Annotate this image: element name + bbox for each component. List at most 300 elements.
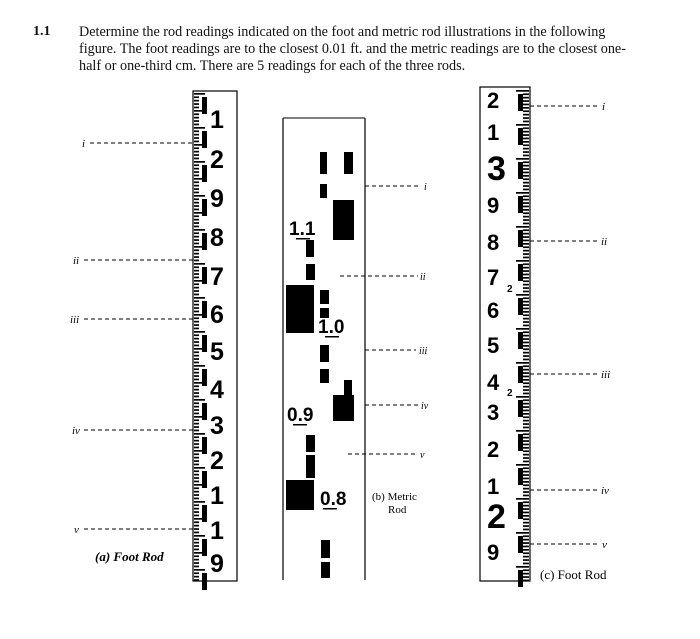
rod-b-reading-ii	[340, 272, 426, 283]
rod-c-tick	[516, 464, 529, 466]
rod-c-tick	[523, 406, 529, 408]
rod-a-number: 1	[210, 482, 224, 510]
rod-a-tick	[194, 120, 199, 122]
rod-c-tick	[516, 328, 529, 330]
rod-a-tick	[194, 178, 202, 180]
rod-a-tick	[194, 209, 199, 211]
rod-a-reading-iii-label: iii	[70, 314, 80, 326]
rod-c-tick	[523, 335, 529, 337]
rod-c-e-block	[518, 94, 523, 111]
rod-c-tick	[523, 420, 529, 422]
rod-a-e-block	[202, 505, 207, 522]
rod-c-tick	[523, 117, 529, 119]
rod-a-tick	[194, 266, 199, 268]
rod-b-block	[306, 264, 315, 280]
rod-c-tick	[523, 267, 529, 269]
rod-c-tick	[523, 580, 529, 582]
rod-c-tick	[523, 539, 529, 541]
rod-a-number: 9	[210, 550, 224, 578]
rod-a-tick	[194, 423, 199, 425]
rod-a-tick	[194, 521, 199, 523]
rod-b	[283, 118, 429, 580]
rod-a-tick	[194, 572, 199, 574]
rod-c-tick	[523, 423, 529, 425]
rod-a-tick	[194, 277, 199, 279]
rod-a-e-block	[202, 335, 207, 352]
rod-a-reading-iii	[70, 314, 194, 326]
rod-a-tick	[194, 555, 199, 557]
rod-a-tick	[194, 464, 199, 466]
rod-a-tick	[194, 440, 199, 442]
rod-a-tick	[194, 219, 199, 221]
rod-a-tick	[194, 433, 205, 435]
rod-c	[480, 87, 610, 587]
rod-a-tick	[194, 300, 199, 302]
rod-b-graduations	[286, 152, 354, 578]
rod-a-tick	[194, 447, 199, 449]
rod-a-tick	[194, 396, 199, 398]
rod-a-tick	[194, 406, 199, 408]
rod-c-number: 7	[487, 265, 500, 290]
rod-a-tick	[194, 362, 199, 364]
rod-a-tick	[194, 504, 199, 506]
rod-a-tick	[194, 229, 205, 231]
rod-c-tick	[523, 359, 529, 361]
rod-c-tick	[516, 396, 529, 398]
rod-a-tick	[194, 508, 199, 510]
rod-a-tick	[194, 430, 199, 432]
rod-a-tick	[194, 484, 202, 486]
rod-c-e-block	[518, 332, 523, 349]
rod-b-reading-iv	[365, 401, 429, 412]
rod-c-tick	[523, 318, 529, 320]
rod-a-tick	[194, 144, 202, 146]
rod-b-block	[321, 540, 330, 558]
rod-c-tick	[523, 274, 529, 276]
rod-a-reading-i-label: i	[82, 138, 86, 150]
rod-a-tick	[194, 270, 199, 272]
rod-a-tick	[194, 365, 205, 367]
rod-a-tick	[194, 283, 199, 285]
rod-b-block	[321, 562, 330, 578]
rod-a-tick	[194, 161, 205, 163]
rod-a-tick	[194, 538, 199, 540]
rod-c-number: 8	[487, 230, 500, 255]
rod-c-tick	[523, 355, 529, 357]
rod-b-reading-i	[365, 182, 427, 193]
rod-a-tick	[194, 542, 199, 544]
rod-a-tick	[194, 287, 199, 289]
rod-c-reading-ii-label: ii	[601, 236, 608, 248]
rod-a-e-block	[202, 165, 207, 182]
rod-b-caption-line1: (b) Metric	[372, 491, 417, 503]
rod-c-tick	[523, 478, 529, 480]
rod-c-tick	[523, 270, 529, 272]
rod-c-reading-ii	[530, 236, 607, 248]
rod-a-tick	[194, 321, 199, 323]
rod-c-tick	[523, 263, 529, 265]
rod-c-tick	[523, 529, 529, 531]
rod-c-tick	[523, 444, 529, 446]
rod-a-tick	[194, 477, 199, 479]
rod-a-tick	[194, 328, 199, 330]
rod-b-block	[333, 395, 354, 421]
rod-a-reading-i	[82, 138, 194, 150]
rod-c-tick	[523, 182, 529, 184]
rod-a-tick	[194, 185, 199, 187]
rod-b-block	[320, 345, 329, 362]
rod-a-tick	[194, 256, 199, 258]
rod-c-number: 9	[487, 540, 500, 565]
rod-c-reading-iii-label: iii	[601, 369, 611, 381]
rod-c-tick	[523, 433, 529, 435]
rod-c-tick	[523, 403, 529, 405]
rod-c-tick	[523, 372, 529, 374]
rod-a-tick	[194, 188, 199, 190]
rod-a-tick	[194, 348, 202, 350]
rod-a-e-block	[202, 301, 207, 318]
rod-b-reading-v	[348, 450, 425, 461]
rod-a-tick	[194, 107, 199, 109]
rod-c-tick	[523, 365, 529, 367]
rod-c-tick	[523, 155, 529, 157]
rod-c-tick	[523, 382, 529, 384]
rod-c-tick	[523, 369, 529, 371]
rod-c-tick	[523, 253, 529, 255]
rod-a-tick	[194, 532, 199, 534]
rod-a-tick	[194, 168, 199, 170]
rod-c-number: 4	[487, 370, 500, 395]
rod-c-tick	[523, 257, 529, 259]
rod-a-number: 1	[210, 106, 224, 134]
rod-c-tick	[523, 219, 529, 221]
rod-a-e-block	[202, 437, 207, 454]
rod-c-tick	[523, 216, 529, 218]
rod-c-tick	[523, 250, 529, 252]
rod-a-tick	[194, 545, 199, 547]
rod-a-tick	[194, 307, 199, 309]
rod-a-tick	[194, 246, 202, 248]
rod-b-block	[320, 369, 329, 383]
rod-a-e-block	[202, 267, 207, 284]
rod-c-tick	[523, 556, 529, 558]
rod-c-tick	[523, 189, 529, 191]
rod-c-tick	[523, 376, 529, 378]
rod-a-tick	[194, 127, 205, 129]
rod-a-number: 3	[210, 412, 224, 440]
rod-a-caption: (a) Foot Rod	[95, 549, 164, 564]
rod-a-tick	[194, 470, 199, 472]
rod-a-tick	[194, 549, 199, 551]
rod-b-number-0-8: 0.8	[320, 489, 347, 510]
rod-c-tick	[523, 304, 529, 306]
rod-c-tick	[523, 399, 529, 401]
rod-c-tick	[523, 454, 529, 456]
rod-a-tick	[194, 110, 202, 112]
rod-c-tick	[516, 226, 529, 228]
rod-c-tick	[516, 158, 529, 160]
rod-a-tick	[194, 426, 199, 428]
rod-c-number: 5	[487, 333, 500, 358]
rod-a-tick	[194, 294, 199, 296]
rod-a-tick	[194, 137, 199, 139]
rod-a-tick	[194, 528, 199, 530]
rod-a-tick	[194, 416, 202, 418]
rod-c-tick	[523, 569, 529, 571]
rod-c-sub-number: 2	[507, 388, 513, 399]
rod-a-tick	[194, 358, 199, 360]
rod-c-tick	[523, 240, 529, 242]
rod-c-tick	[523, 301, 529, 303]
rod-c-tick	[516, 498, 529, 500]
rod-a-tick	[194, 263, 205, 265]
rod-c-e-block	[518, 230, 523, 247]
rod-c-tick	[523, 546, 529, 548]
rod-c-tick	[523, 297, 529, 299]
rod-c-tick	[523, 168, 529, 170]
rod-a-tick	[194, 402, 199, 404]
rod-c-tick	[523, 280, 529, 282]
rod-b-block	[320, 290, 329, 304]
rod-a-tick	[194, 379, 199, 381]
rod-a-reading-ii	[73, 255, 194, 267]
rod-c-tick	[523, 450, 529, 452]
rod-a-tick	[194, 100, 199, 102]
question-number: 1.1	[33, 24, 51, 39]
rod-c-tick	[523, 342, 529, 344]
rod-c-tick	[523, 172, 529, 174]
rod-a-tick	[194, 399, 205, 401]
rod-c-tick	[523, 321, 529, 323]
rod-c-e-block	[518, 196, 523, 213]
rod-b-block	[344, 152, 353, 174]
rod-c-tick	[523, 495, 529, 497]
rod-a-tick	[194, 260, 199, 262]
rod-c-number: 2	[487, 498, 506, 536]
rod-c-tick	[523, 393, 529, 395]
rod-a-tick	[194, 487, 199, 489]
rod-c-tick	[523, 246, 529, 248]
rod-a-tick	[194, 345, 199, 347]
rod-a-tick	[194, 355, 199, 357]
rod-a-tick	[194, 436, 199, 438]
rod-a-tick	[194, 317, 199, 319]
rod-c-tick	[523, 488, 529, 490]
rod-c-tick	[516, 532, 529, 534]
rod-a-tick	[194, 372, 199, 374]
rod-c-tick	[523, 331, 529, 333]
rod-a-tick	[194, 385, 199, 387]
rod-c-tick	[523, 121, 529, 123]
rod-a-tick	[194, 579, 199, 581]
rod-a-reading-iv	[72, 425, 194, 437]
rod-a-tick	[194, 154, 199, 156]
rod-a-number: 6	[210, 301, 224, 329]
rod-c-e-block	[518, 162, 523, 179]
rod-c-e-block	[518, 536, 523, 553]
rod-b-block	[286, 480, 314, 510]
rod-c-tick	[523, 202, 529, 204]
rod-b-reading-v-label: v	[420, 450, 425, 461]
rod-c-reading-v-label: v	[602, 539, 607, 551]
rod-a-tick	[194, 392, 199, 394]
rod-c-tick	[516, 294, 529, 296]
rod-a-tick	[194, 273, 199, 275]
rod-c-tick	[523, 138, 529, 140]
rod-a-number: 8	[210, 224, 224, 252]
rod-c-tick	[523, 199, 529, 201]
rod-c-tick	[523, 352, 529, 354]
rod-c-reading-iv	[530, 485, 609, 497]
rod-a-tick	[194, 494, 199, 496]
question-text: Determine the rod readings indicated on the foot and metric rod illustrations in the following figure. The foot readings are to the closest 0.01 ft. and the metric readings are to the closest one-half or one-third cm. There are 5 readings for each of the three rods.	[79, 24, 626, 74]
rod-c-tick	[523, 474, 529, 476]
rod-b-reading-ii-label: ii	[420, 272, 426, 283]
rod-c-tick	[523, 348, 529, 350]
rod-c-tick	[523, 563, 529, 565]
rod-a-tick	[194, 525, 199, 527]
rod-a-tick	[194, 195, 205, 197]
rod-b-number-0-9: 0.9	[287, 405, 314, 426]
rod-c-tick	[523, 508, 529, 510]
rod-c-e-block	[518, 570, 523, 587]
rod-c-number: 1	[487, 120, 500, 145]
rod-a-tick	[194, 96, 199, 98]
rod-a-tick	[194, 192, 199, 194]
rod-c-tick	[523, 505, 529, 507]
rod-a-tick	[194, 375, 199, 377]
rod-a-tick	[194, 382, 202, 384]
rod-c-sub-number: 2	[507, 284, 513, 295]
rod-c-tick	[523, 467, 529, 469]
rod-a-tick	[194, 351, 199, 353]
rod-c-tick	[523, 165, 529, 167]
rod-c-tick	[523, 223, 529, 225]
rod-a-tick	[194, 249, 199, 251]
rod-a-tick	[194, 222, 199, 224]
rod-a-tick	[194, 202, 199, 204]
rod-c-number: 2	[487, 437, 500, 462]
rod-a-tick	[194, 562, 199, 564]
rod-c-e-block	[518, 366, 523, 383]
rod-a-number: 2	[210, 447, 224, 475]
rod-c-tick	[523, 236, 529, 238]
rod-c-tick	[523, 206, 529, 208]
rod-c-tick	[523, 325, 529, 327]
rod-a-tick	[194, 457, 199, 459]
rod-c-tick	[523, 178, 529, 180]
rod-a-tick	[194, 341, 199, 343]
rod-a-tick	[194, 103, 199, 105]
rod-a-reading-iv-label: iv	[72, 425, 80, 437]
rod-c-tick	[523, 195, 529, 197]
rod-c-tick	[523, 104, 529, 106]
rod-a-e-block	[202, 573, 207, 590]
rod-c-tick	[523, 525, 529, 527]
rod-a-tick	[194, 552, 202, 554]
rod-c-number: 1	[487, 474, 500, 499]
rod-a-tick	[194, 474, 199, 476]
rod-c-tick	[523, 161, 529, 163]
rod-c-tick	[523, 93, 529, 95]
rod-c-tick	[523, 416, 529, 418]
rod-a-tick	[194, 158, 199, 160]
rod-a-e-block	[202, 199, 207, 216]
rod-b-caption-line2: Rod	[388, 504, 407, 516]
rod-a-tick	[194, 334, 199, 336]
rod-b-block	[306, 435, 315, 452]
rod-a-tick	[194, 311, 199, 313]
rod-a-tick	[194, 117, 199, 119]
rod-a-tick	[194, 453, 199, 455]
rod-b-block	[320, 184, 327, 198]
rod-c-number: 3	[487, 150, 506, 188]
rod-a-tick	[194, 239, 199, 241]
rod-c-tick	[523, 100, 529, 102]
rod-a-e-block	[202, 403, 207, 420]
rod-c-reading-v	[530, 539, 607, 551]
rod-c-tick	[523, 576, 529, 578]
rod-a-tick	[194, 147, 199, 149]
rod-c-tick	[523, 471, 529, 473]
rod-c-tick	[523, 287, 529, 289]
rod-a-tick	[194, 389, 199, 391]
rod-c-tick	[523, 573, 529, 575]
rod-c-tick	[523, 134, 529, 136]
rod-c-tick	[523, 552, 529, 554]
rod-b-block	[286, 285, 314, 333]
rod-c-tick	[523, 308, 529, 310]
rod-a-tick	[194, 419, 199, 421]
rod-a-tick	[194, 93, 205, 95]
rod-a-tick	[194, 226, 199, 228]
rod-c-tick	[523, 144, 529, 146]
rod-a-tick	[194, 518, 202, 520]
rod-a-tick	[194, 443, 199, 445]
rod-c-e-block	[518, 128, 523, 145]
rod-a-tick	[194, 559, 199, 561]
rod-c-tick	[523, 114, 529, 116]
rod-a-number: 7	[210, 263, 224, 291]
rod-a-reading-ii-label: ii	[73, 255, 80, 267]
rod-b-number-1-0: 1.0	[318, 317, 345, 338]
rod-b-reading-i-label: i	[424, 182, 427, 193]
rod-c-tick	[523, 97, 529, 99]
rod-c-tick	[523, 559, 529, 561]
rod-c-e-block	[518, 298, 523, 315]
rod-a-tick	[194, 576, 199, 578]
rod-c-tick	[516, 192, 529, 194]
rod-c-e-block	[518, 400, 523, 417]
rod-a-tick	[194, 141, 199, 143]
rod-c-tick	[523, 484, 529, 486]
rod-a-e-block	[202, 97, 207, 114]
rod-c-tick	[523, 110, 529, 112]
rod-a-tick	[194, 460, 199, 462]
rod-a-e-block	[202, 131, 207, 148]
rod-a-tick	[194, 331, 205, 333]
rod-a-tick	[194, 151, 199, 153]
rod-a-e-block	[202, 233, 207, 250]
rod-c-tick	[523, 501, 529, 503]
rod-c-tick	[523, 457, 529, 459]
rod-c-tick	[523, 535, 529, 537]
rod-a-tick	[194, 171, 199, 173]
rod-a-number: 5	[210, 338, 224, 366]
rod-a-tick	[194, 467, 205, 469]
rod-a-tick	[194, 515, 199, 517]
rod-c-reading-i	[530, 101, 605, 113]
